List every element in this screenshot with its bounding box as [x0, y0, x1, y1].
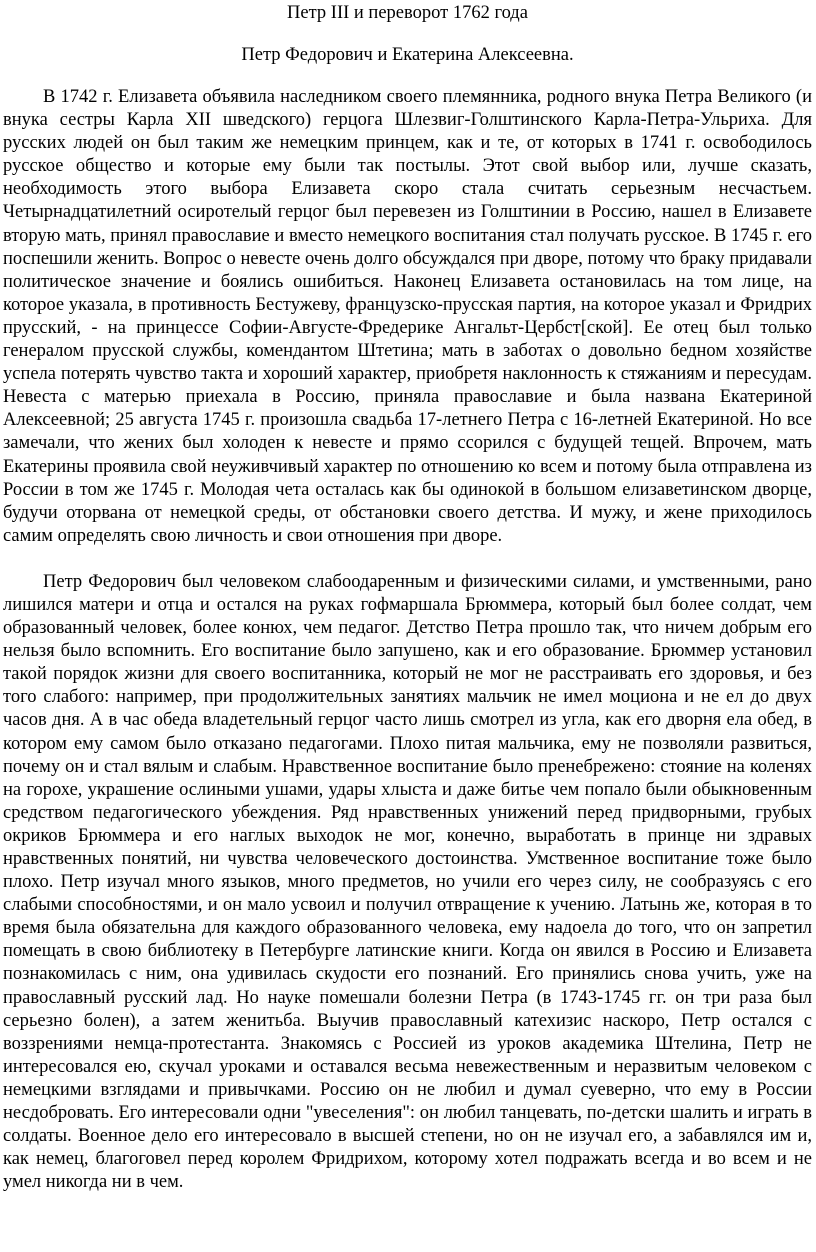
paragraph-2: Петр Федорович был человеком слабоодаренным и физическими силами, и умственными, рано лишился матери и отца и остался на руках гофмаршала Брюммера, который был более солдат, чем образованный человек, более конюх, чем педагог. Детство Петра прошло так, что ничем добрым его нельзя было вспомнить. Его воспитание было запушено, как и его образование. Брюммер установил такой порядок жизни для своего воспитанника, который не мог не расстраивать его здоровья, и без того слабого: например, при продолжительных занятиях мальчик не имел моциона и не ел до двух часов дня. А в час обеда владетельный герцог часто лишь смотрел из угла, как его дворня ела обед, в котором ему самом было отказано педагогами. Плохо питая мальчика, ему не позволяли развиться, почему он и стал вялым и слабым. Нравственное воспитание было пренебрежено: стояние на коленях на горохе, украшение ослиными ушами, удары хлыста и даже битье чем попало были обыкновенным средством педагогического убеждения. Ряд нравственных унижений перед придворными, грубых окриков Брюммера и его наглых выходок не мог, конечно, выработать в принце ни здравых нравственных понятий, ни чувства человеческого достоинства. Умственное воспитание тоже было плохо. Петр изучал много языков, много предметов, но учили его через силу, не сообразуясь с его слабыми способностями, и он мало усвоил и получил отвращение к учению. Латынь же, которая в то время была обязательна для каждого образованного человека, ему надоела до того, что он запретил помещать в свою библиотеку в Петербурге латинские книги. Когда он явился в Россию и Елизавета познакомилась с ним, она удивилась скудости его познаний. Его принялись снова учить, уже на православный русский лад. Но науке помешали болезни Петра (в 1743-1745 гг. он три раза был серьезно болен), а затем женитьба. Выучив православный катехизис наскоро, Петр остался с воззрениями немца-протестанта. Знакомясь с Россией из уроков академика Штелина, Петр не интересовался ею, скучал уроками и оставался весьма невежественным и неразвитым человеком с немецкими взглядами и привычками. Россию он не любил и думал суеверно, что ему в России несдобровать. Его интересовали одни "увеселения": он любил танцевать, по-детски шалить и играть в солдаты. Военное дело его интересовало в высшей степени, но он не изучал его, а забавлялся им и, как немец, благоговел перед королем Фридрихом, которому хотел подражать всегда и во всем и не умел никогда ни в чем. [3, 571, 812, 1193]
document-title: Петр III и переворот 1762 года [287, 3, 528, 23]
document-subtitle: Петр Федорович и Екатерина Алексеевна. [241, 45, 574, 65]
paragraph-1: В 1742 г. Елизавета объявила наследником своего племянника, родного внука Петра Великого (и внука сестры Карла XII шведского) герцога Шлезвиг-Голштинского Карла-Петра-Ульриха. Для русских людей он был таким же немецким принцем, как и те, от которых в 1741 г. освободилось русское общество и которые ему были так постылы. Этот свой выбор или, лучше сказать, необходимость этого выбора Елизавета скоро стала считать серьезным несчастьем. Четырнадцатилетний осиротелый герцог был перевезен из Голштинии в Россию, нашел в Елизавете вторую мать, принял православие и вместо немецкого воспитания стал получать русское. В 1745 г. его поспешили женить. Вопрос о невесте очень долго обсуждался при дворе, потому что браку придавали политическое значение и боялись ошибиться. Наконец Елизавета остановилась на том лице, на которое указала, в противность Бестужеву, французско-прусская партия, на которое указал и Фридрих прусский, - на принцессе Софии-Августе-Фредерике Ангальт-Цербст[ской]. Ее отец был только генералом прусской службы, комендантом Штетина; мать в заботах о довольно бедном хозяйстве успела потерять чувство такта и хороший характер, приобретя наклонность к стяжаниям и пересудам. Невеста с матерью приехала в Россию, приняла православие и была названа Екатериной Алексеевной; 25 августа 1745 г. произошла свадьба 17-летнего Петра с 16-летней Екатериной. Но все замечали, что жених был холоден к невесте и прямо ссорился с будущей тещей. Впрочем, мать Екатерины проявила свой неуживчивый характер по отношению ко всем и потому была отправлена из России в том же 1745 г. Молодая чета осталась как бы одинокой в большом елизаветинском дворце, будучи оторвана от немецкой среды, от обстановки своего детства. И мужу, и жене приходилось самим определять свою личность и свои отношения при дворе. [3, 87, 812, 546]
